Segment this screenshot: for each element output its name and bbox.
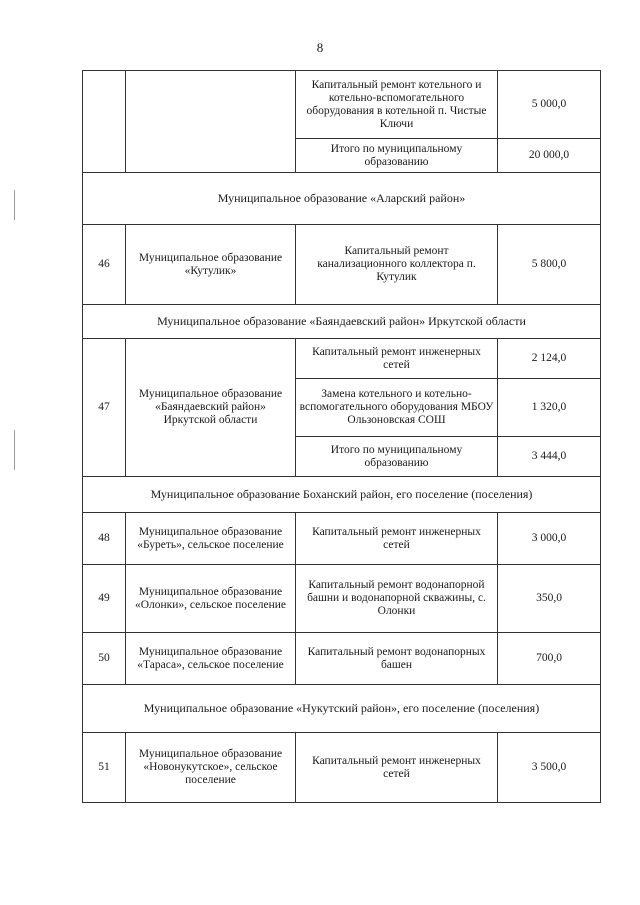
num-cell: 47 [83, 339, 126, 477]
amount-cell: 3 500,0 [498, 733, 601, 803]
item-cell: Капитальный ремонт котельного и котельно-вспомогательного оборудования в котельной п. Чистые Ключи [296, 71, 498, 139]
entity-cell: Муниципальное образование «Новонукутское», сельское поселение [126, 733, 296, 803]
section-row [83, 305, 601, 339]
entity-cell [126, 71, 296, 173]
table-row [83, 633, 601, 685]
total-amount-cell: 3 444,0 [498, 437, 601, 477]
budget-table [82, 70, 601, 803]
scan-mark-left-2 [14, 430, 15, 470]
amount-cell: 5 800,0 [498, 225, 601, 305]
item-cell: Капитальный ремонт инженерных сетей [296, 339, 498, 379]
num-cell: 51 [83, 733, 126, 803]
table-row [83, 71, 601, 139]
table-row [83, 565, 601, 633]
amount-cell: 1 320,0 [498, 379, 601, 437]
item-cell: Капитальный ремонт инженерных сетей [296, 733, 498, 803]
amount-cell: 3 000,0 [498, 513, 601, 565]
section-row [83, 477, 601, 513]
section-row [83, 685, 601, 733]
table-row [83, 225, 601, 305]
num-cell: 50 [83, 633, 126, 685]
total-amount-cell: 20 000,0 [498, 139, 601, 173]
num-cell: 48 [83, 513, 126, 565]
entity-cell: Муниципальное образование «Буреть», сельское поселение [126, 513, 296, 565]
item-cell: Капитальный ремонт инженерных сетей [296, 513, 498, 565]
table-row [83, 339, 601, 379]
page-number: 8 [316, 40, 324, 55]
total-label-cell: Итого по муниципальному образованию [296, 437, 498, 477]
entity-cell: Муниципальное образование «Баяндаевский район» Иркутской области [126, 339, 296, 477]
section-title: Муниципальное образование Боханский район, его поселение (поселения) [83, 477, 601, 513]
section-title: Муниципальное образование «Аларский район» [83, 173, 601, 225]
num-cell: 46 [83, 225, 126, 305]
section-title: Муниципальное образование «Нукутский район», его поселение (поселения) [83, 685, 601, 733]
item-cell: Капитальный ремонт канализационного коллектора п. Кутулик [296, 225, 498, 305]
entity-cell: Муниципальное образование «Тараса», сельское поселение [126, 633, 296, 685]
table-row [83, 733, 601, 803]
amount-cell: 700,0 [498, 633, 601, 685]
item-cell: Капитальный ремонт водонапорной башни и водонапорной скважины, с. Олонки [296, 565, 498, 633]
amount-cell: 5 000,0 [498, 71, 601, 139]
scan-mark-left [14, 190, 15, 220]
total-label-cell: Итого по муниципальному образованию [296, 139, 498, 173]
amount-cell: 2 124,0 [498, 339, 601, 379]
item-cell: Замена котельного и котельно-вспомогательного оборудования МБОУ Ользоновская СОШ [296, 379, 498, 437]
entity-cell: Муниципальное образование «Кутулик» [126, 225, 296, 305]
amount-cell: 350,0 [498, 565, 601, 633]
section-row [83, 173, 601, 225]
item-cell: Капитальный ремонт водонапорных башен [296, 633, 498, 685]
table-row [83, 513, 601, 565]
num-cell [83, 71, 126, 173]
num-cell: 49 [83, 565, 126, 633]
entity-cell: Муниципальное образование «Олонки», сельское поселение [126, 565, 296, 633]
section-title: Муниципальное образование «Баяндаевский район» Иркутской области [83, 305, 601, 339]
